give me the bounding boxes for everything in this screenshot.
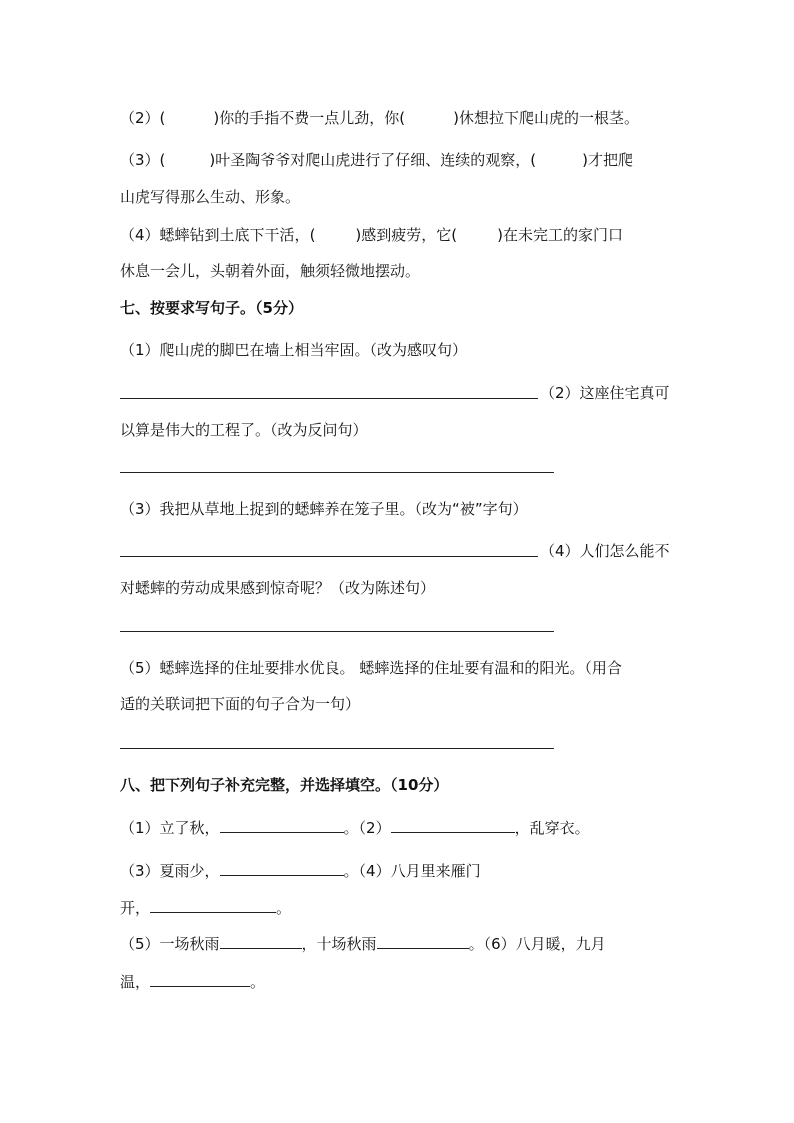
proverb-text: 。（2） (343, 819, 391, 837)
proverb-text: ，十场秋雨 (301, 935, 377, 953)
fill-blank[interactable] (220, 934, 302, 949)
q8-line3 (120, 898, 291, 918)
paren-open: ( (159, 109, 166, 127)
question-text: 你的手指不费一点儿劲，你 (219, 109, 400, 127)
q7-3: （3）我把从草地上捉到的蟋蟀养在笼子里。（改为“被”字句） (120, 500, 528, 518)
paren-close: ) (497, 226, 504, 244)
proverb-text: ，乱穿衣。 (514, 819, 590, 837)
q6-4-line2: 休息一会儿，头朝着外面，触须轻微地摆动。 (120, 262, 421, 280)
paren-close: ) (582, 151, 588, 169)
proverb-text: （3）夏雨少， (120, 862, 220, 880)
section-7-title: 七、按要求写句子。（5分） (120, 299, 303, 317)
paren-close: ) (355, 226, 362, 244)
proverb-text: 。 (276, 899, 292, 917)
question-text: 感到疲劳，它 (361, 226, 452, 244)
question-text: 蟋蟀钻到土底下干活， (159, 226, 310, 244)
answer-line-q7-5[interactable] (120, 748, 554, 749)
answer-line-q7-3[interactable] (120, 556, 538, 557)
paren-open: ( (159, 151, 166, 169)
paren-open: ( (399, 109, 406, 127)
q6-3-line2: 山虎写得那么生动、形象。 (120, 188, 301, 206)
question-text: 才把爬 (588, 151, 634, 169)
q7-5-line1: （5）蟋蟀选择的住址要排水优良。 蟋蟀选择的住址要有温和的阳光。（用合 (120, 659, 622, 677)
proverb-text: 开， (120, 899, 151, 917)
q7-2-end: 以算是伟大的工程了。（改为反问句） (120, 421, 368, 439)
paren-open: ( (309, 226, 316, 244)
paren-close: ) (209, 151, 216, 169)
q6-2-line (120, 108, 639, 128)
q7-5-line2: 适的关联词把下面的句子合为一句） (120, 695, 361, 713)
q8-line5 (120, 972, 265, 992)
proverb-text: （1）立了秋， (120, 819, 220, 837)
fill-blank[interactable] (377, 934, 469, 949)
q8-line2 (120, 861, 481, 881)
q6-3-line1 (120, 150, 633, 170)
q8-line1 (120, 818, 590, 838)
question-number: （2） (120, 109, 160, 127)
question-number: （3） (120, 151, 160, 169)
question-text: 叶圣陶爷爷对爬山虎进行了仔细、连续的观察， (215, 151, 531, 169)
paren-close: ) (213, 109, 220, 127)
proverb-text: 。（4）八月里来雁门 (343, 862, 481, 880)
paren-open: ( (530, 151, 537, 169)
answer-line-q7-2[interactable] (120, 472, 554, 473)
proverb-text: 温， (120, 973, 151, 991)
fill-blank[interactable] (220, 861, 344, 876)
fill-blank[interactable] (220, 818, 344, 833)
paren-open: ( (451, 226, 458, 244)
fill-blank[interactable] (150, 972, 250, 987)
q8-line4 (120, 934, 606, 954)
fill-blank[interactable] (391, 818, 515, 833)
proverb-text: 。（6）八月暖，九月 (468, 935, 606, 953)
q7-4-start: （4）人们怎么能不 (540, 542, 670, 560)
question-text: 休想拉下爬山虎的一根茎。 (459, 109, 640, 127)
proverb-text: 。 (250, 973, 266, 991)
proverb-text: （5）一场秋雨 (120, 935, 220, 953)
section-8-title: 八、把下列句子补充完整，并选择填空。（10分） (120, 776, 449, 794)
fill-blank[interactable] (150, 898, 276, 913)
answer-line-q7-4[interactable] (120, 631, 554, 632)
question-text: 在未完工的家门口 (503, 226, 624, 244)
q7-2-start: （2）这座住宅真可 (540, 384, 670, 402)
q7-1: （1）爬山虎的脚巴在墙上相当牢固。（改为感叹句） (120, 341, 468, 359)
question-number: （4） (120, 226, 160, 244)
q7-4-end: 对蟋蟀的劳动成果感到惊奇呢？（改为陈述句） (120, 579, 436, 597)
answer-line-q7-1[interactable] (120, 398, 538, 399)
q6-4-line1 (120, 225, 623, 245)
paren-close: ) (453, 109, 459, 127)
